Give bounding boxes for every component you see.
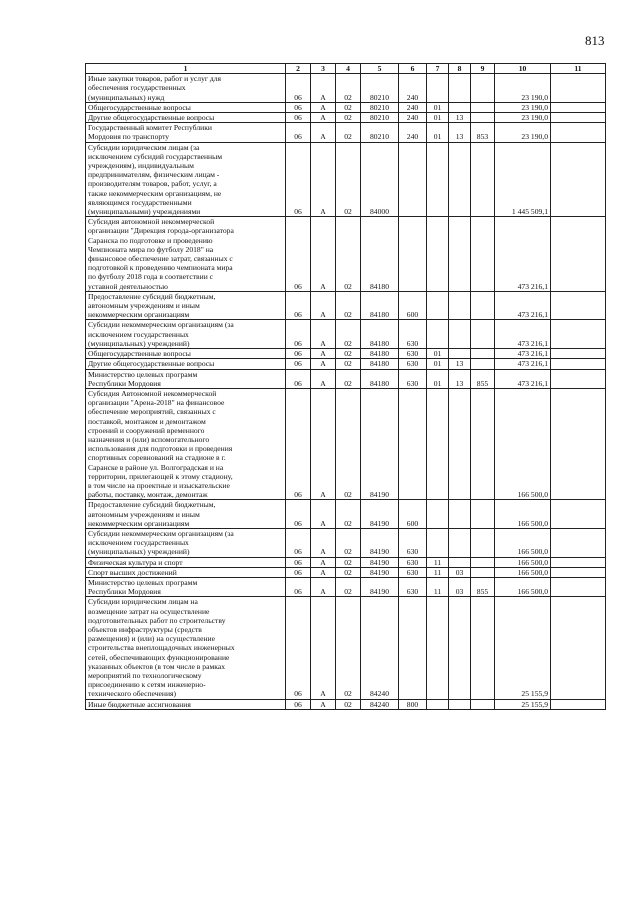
table-row	[86, 500, 606, 529]
row-name-cell: Субсидия автономной некоммерческой организации "Дирекция города-организатора Саранска по подготовке и проведению Чемпионата мира по футболу 2018" на финансовое обеспечение затрат, связанных с подготовкой к проведению чемпионата мира по футболу 2018 года в соответствии с уставной деятельностью	[86, 217, 286, 292]
code-cell: 02	[336, 142, 361, 217]
amount-cell: 23 190,0	[495, 113, 551, 123]
empty-cell	[551, 500, 606, 529]
code-cell: 06	[286, 142, 311, 217]
code-cell: 06	[286, 577, 311, 596]
code-cell: А	[311, 113, 336, 123]
code-cell: 01	[427, 123, 449, 142]
code-cell: 80210	[361, 102, 399, 112]
table-row	[86, 597, 606, 699]
code-cell: 06	[286, 369, 311, 388]
code-cell: 84180	[361, 217, 399, 292]
code-cell: А	[311, 74, 336, 103]
row-name-cell: Спорт высших достижений	[86, 567, 286, 577]
code-cell: 240	[399, 102, 427, 112]
code-cell: 13	[449, 369, 471, 388]
code-cell	[471, 102, 495, 112]
code-cell: 80210	[361, 123, 399, 142]
code-cell: 240	[399, 74, 427, 103]
code-cell	[471, 320, 495, 349]
amount-cell: 25 155,9	[495, 597, 551, 699]
row-name-cell: Субсидии некоммерческим организациям (за исключением государственных (муниципальных) учреждений)	[86, 320, 286, 349]
code-cell	[427, 500, 449, 529]
column-header: 3	[311, 64, 336, 74]
code-cell	[427, 320, 449, 349]
code-cell: А	[311, 388, 336, 499]
code-cell: 06	[286, 349, 311, 359]
row-name-cell: Другие общегосударственные вопросы	[86, 359, 286, 369]
table-row	[86, 699, 606, 709]
code-cell	[427, 291, 449, 320]
table-row	[86, 359, 606, 369]
code-cell: 06	[286, 113, 311, 123]
code-cell: 630	[399, 359, 427, 369]
empty-cell	[551, 557, 606, 567]
empty-cell	[551, 567, 606, 577]
row-name-cell: Субсидия Автономной некоммерческой организации "Арена-2018" на финансовое обеспечение мероприятий, связанных с поставкой, монтажом и демонтажом строений и сооружений временного назначения и (или) вспомогательного использования для подготовки и проведения спортивных соревнований на стадионе в г. Саранске в районе ул. Волгоградская и на территории, прилегающей к этому стадиону, в том числе на проектные и изыскательские работы, поставку, монтаж, демонтаж	[86, 388, 286, 499]
amount-cell: 473 216,1	[495, 217, 551, 292]
code-cell: 84180	[361, 369, 399, 388]
code-cell: 240	[399, 123, 427, 142]
code-cell: 02	[336, 597, 361, 699]
table-row	[86, 320, 606, 349]
code-cell	[399, 217, 427, 292]
amount-cell: 166 500,0	[495, 388, 551, 499]
code-cell: А	[311, 369, 336, 388]
column-header: 4	[336, 64, 361, 74]
code-cell: 06	[286, 217, 311, 292]
row-name-cell: Субсидии некоммерческим организациям (за исключением государственных (муниципальных) учреждений)	[86, 528, 286, 557]
empty-cell	[551, 113, 606, 123]
code-cell: 02	[336, 388, 361, 499]
code-cell: 600	[399, 500, 427, 529]
code-cell	[471, 359, 495, 369]
code-cell	[471, 291, 495, 320]
code-cell: 84180	[361, 320, 399, 349]
code-cell: 06	[286, 597, 311, 699]
code-cell	[471, 142, 495, 217]
code-cell	[449, 699, 471, 709]
code-cell	[471, 217, 495, 292]
code-cell	[427, 597, 449, 699]
code-cell: 630	[399, 557, 427, 567]
column-header: 5	[361, 64, 399, 74]
code-cell: 800	[399, 699, 427, 709]
code-cell: 600	[399, 291, 427, 320]
code-cell	[449, 500, 471, 529]
code-cell: 630	[399, 349, 427, 359]
row-name-cell: Физическая культура и спорт	[86, 557, 286, 567]
code-cell: 01	[427, 113, 449, 123]
code-cell: 11	[427, 577, 449, 596]
table-row	[86, 142, 606, 217]
empty-cell	[551, 597, 606, 699]
row-name-cell: Министерство целевых программ Республики Мордовия	[86, 577, 286, 596]
code-cell: 02	[336, 528, 361, 557]
code-cell	[449, 217, 471, 292]
code-cell: 84190	[361, 567, 399, 577]
table-row	[86, 528, 606, 557]
code-cell: А	[311, 102, 336, 112]
row-name-cell: Общегосударственные вопросы	[86, 349, 286, 359]
code-cell: 02	[336, 577, 361, 596]
empty-cell	[551, 369, 606, 388]
code-cell: А	[311, 291, 336, 320]
code-cell: 02	[336, 113, 361, 123]
row-name-cell: Министерство целевых программ Республики Мордовия	[86, 369, 286, 388]
empty-cell	[551, 102, 606, 112]
code-cell: 06	[286, 102, 311, 112]
code-cell: 06	[286, 388, 311, 499]
row-name-cell: Субсидии юридическим лицам (за исключением субсидий государственным учреждениям), индивидуальным предпринимателям, физическим лицам - производителям товаров, работ, услуг, а также некоммерческим организациям, не являющимся государственными (муниципальными) учреждениями	[86, 142, 286, 217]
code-cell: А	[311, 500, 336, 529]
code-cell	[427, 74, 449, 103]
code-cell: 84240	[361, 699, 399, 709]
code-cell	[449, 557, 471, 567]
code-cell	[471, 388, 495, 499]
code-cell: 855	[471, 369, 495, 388]
code-cell	[449, 142, 471, 217]
code-cell	[449, 74, 471, 103]
code-cell: 06	[286, 320, 311, 349]
code-cell	[471, 557, 495, 567]
code-cell: 630	[399, 528, 427, 557]
code-cell: 80210	[361, 113, 399, 123]
table-row	[86, 113, 606, 123]
code-cell: 84240	[361, 597, 399, 699]
code-cell: А	[311, 597, 336, 699]
code-cell: 02	[336, 102, 361, 112]
empty-cell	[551, 142, 606, 217]
table-row	[86, 349, 606, 359]
code-cell: 06	[286, 699, 311, 709]
empty-cell	[551, 528, 606, 557]
row-name-cell: Другие общегосударственные вопросы	[86, 113, 286, 123]
code-cell: 06	[286, 359, 311, 369]
amount-cell: 473 216,1	[495, 320, 551, 349]
code-cell: 01	[427, 102, 449, 112]
code-cell: 11	[427, 557, 449, 567]
code-cell: 01	[427, 369, 449, 388]
table-row	[86, 388, 606, 499]
amount-cell: 166 500,0	[495, 528, 551, 557]
amount-cell: 1 445 509,1	[495, 142, 551, 217]
code-cell: 630	[399, 369, 427, 388]
table-row	[86, 102, 606, 112]
code-cell: 13	[449, 359, 471, 369]
code-cell	[449, 388, 471, 499]
code-cell: 84190	[361, 528, 399, 557]
amount-cell: 473 216,1	[495, 291, 551, 320]
code-cell	[449, 528, 471, 557]
table-row	[86, 291, 606, 320]
amount-cell: 166 500,0	[495, 557, 551, 567]
code-cell	[449, 320, 471, 349]
code-cell	[449, 597, 471, 699]
code-cell: 06	[286, 291, 311, 320]
empty-cell	[551, 577, 606, 596]
code-cell: А	[311, 577, 336, 596]
code-cell: А	[311, 349, 336, 359]
column-header: 6	[399, 64, 427, 74]
code-cell	[399, 142, 427, 217]
empty-cell	[551, 320, 606, 349]
code-cell	[471, 74, 495, 103]
code-cell: 630	[399, 320, 427, 349]
code-cell: 84180	[361, 349, 399, 359]
empty-cell	[551, 699, 606, 709]
code-cell: 13	[449, 123, 471, 142]
row-name-cell: Субсидии юридическим лицам на возмещение затрат на осуществление подготовительных работ по строительству объектов инфраструктуры (средств размещения) и (или) на осуществление строительства внеплощадочных инженерных сетей, обеспечивающих функционирование указанных объектов (в том числе в рамках мероприятий по технологическому присоединению к сетям инженерно- технического обеспечения)	[86, 597, 286, 699]
code-cell	[449, 102, 471, 112]
empty-cell	[551, 388, 606, 499]
code-cell: 02	[336, 320, 361, 349]
code-cell	[449, 349, 471, 359]
code-cell: 02	[336, 123, 361, 142]
code-cell: 02	[336, 699, 361, 709]
code-cell: 13	[449, 113, 471, 123]
code-cell	[427, 528, 449, 557]
code-cell: 84000	[361, 142, 399, 217]
code-cell: А	[311, 359, 336, 369]
code-cell: 84180	[361, 291, 399, 320]
code-cell	[427, 388, 449, 499]
code-cell: А	[311, 557, 336, 567]
code-cell: 06	[286, 500, 311, 529]
code-cell: А	[311, 567, 336, 577]
code-cell: А	[311, 217, 336, 292]
code-cell: 06	[286, 567, 311, 577]
code-cell: 02	[336, 217, 361, 292]
row-name-cell: Иные бюджетные ассигнования	[86, 699, 286, 709]
code-cell: 84180	[361, 359, 399, 369]
code-cell: 630	[399, 567, 427, 577]
code-cell	[449, 291, 471, 320]
code-cell: 84190	[361, 500, 399, 529]
code-cell: 06	[286, 557, 311, 567]
amount-cell: 166 500,0	[495, 567, 551, 577]
column-header: 2	[286, 64, 311, 74]
column-header: 7	[427, 64, 449, 74]
code-cell: А	[311, 123, 336, 142]
code-cell: А	[311, 142, 336, 217]
table-body	[86, 64, 606, 710]
code-cell	[471, 528, 495, 557]
code-cell: 80210	[361, 74, 399, 103]
column-header: 8	[449, 64, 471, 74]
code-cell: 02	[336, 369, 361, 388]
table-row	[86, 74, 606, 103]
code-cell: 02	[336, 74, 361, 103]
code-cell: 11	[427, 567, 449, 577]
code-cell	[427, 699, 449, 709]
code-cell: 02	[336, 567, 361, 577]
code-cell	[427, 217, 449, 292]
table-row	[86, 577, 606, 596]
code-cell: 02	[336, 359, 361, 369]
code-cell: 06	[286, 123, 311, 142]
amount-cell: 473 216,1	[495, 369, 551, 388]
code-cell: 02	[336, 291, 361, 320]
code-cell: 855	[471, 577, 495, 596]
code-cell	[471, 113, 495, 123]
code-cell: 03	[449, 577, 471, 596]
code-cell: 02	[336, 500, 361, 529]
code-cell: 02	[336, 557, 361, 567]
code-cell: 01	[427, 359, 449, 369]
code-cell	[471, 597, 495, 699]
code-cell: 84190	[361, 557, 399, 567]
code-cell: 02	[336, 349, 361, 359]
empty-cell	[551, 74, 606, 103]
row-name-cell: Иные закупки товаров, работ и услуг для обеспечения государственных (муниципальных) нужд	[86, 74, 286, 103]
row-name-cell: Государственный комитет Республики Мордовия по транспорту	[86, 123, 286, 142]
empty-cell	[551, 349, 606, 359]
empty-cell	[551, 359, 606, 369]
amount-cell: 25 155,9	[495, 699, 551, 709]
table-row	[86, 217, 606, 292]
empty-cell	[551, 217, 606, 292]
amount-cell: 23 190,0	[495, 74, 551, 103]
budget-table	[85, 63, 606, 710]
code-cell: 853	[471, 123, 495, 142]
empty-cell	[551, 123, 606, 142]
code-cell	[399, 388, 427, 499]
code-cell: А	[311, 528, 336, 557]
code-cell	[471, 699, 495, 709]
code-cell: 06	[286, 528, 311, 557]
code-cell	[427, 142, 449, 217]
table-row	[86, 123, 606, 142]
table-row	[86, 369, 606, 388]
amount-cell: 166 500,0	[495, 577, 551, 596]
table-row	[86, 557, 606, 567]
code-cell: А	[311, 699, 336, 709]
code-cell: 84190	[361, 388, 399, 499]
code-cell: 01	[427, 349, 449, 359]
amount-cell: 23 190,0	[495, 102, 551, 112]
code-cell: А	[311, 320, 336, 349]
code-cell: 240	[399, 113, 427, 123]
amount-cell: 166 500,0	[495, 500, 551, 529]
amount-cell: 23 190,0	[495, 123, 551, 142]
row-name-cell: Общегосударственные вопросы	[86, 102, 286, 112]
code-cell	[471, 349, 495, 359]
code-cell	[471, 567, 495, 577]
empty-cell	[551, 291, 606, 320]
column-header: 9	[471, 64, 495, 74]
table-header-row	[86, 64, 606, 74]
row-name-cell: Предоставление субсидий бюджетным, автономным учреждениям и иным некоммерческим организациям	[86, 500, 286, 529]
code-cell: 630	[399, 577, 427, 596]
column-header: 10	[495, 64, 551, 74]
code-cell: 03	[449, 567, 471, 577]
column-header: 11	[551, 64, 606, 74]
code-cell	[471, 500, 495, 529]
amount-cell: 473 216,1	[495, 359, 551, 369]
page-number: 813	[585, 33, 605, 48]
row-name-cell: Предоставление субсидий бюджетным, автономным учреждениям и иным некоммерческим организациям	[86, 291, 286, 320]
code-cell: 06	[286, 74, 311, 103]
column-header: 1	[86, 64, 286, 74]
amount-cell: 473 216,1	[495, 349, 551, 359]
code-cell: 84190	[361, 577, 399, 596]
code-cell	[399, 597, 427, 699]
table-row	[86, 567, 606, 577]
